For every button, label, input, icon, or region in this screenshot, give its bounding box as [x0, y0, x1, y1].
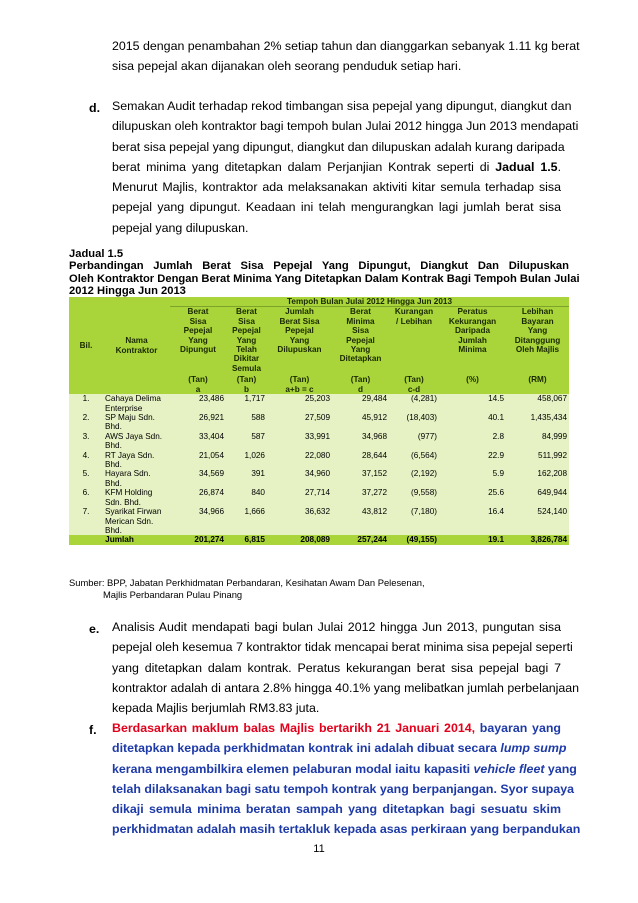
- para-f-line: [112, 718, 561, 738]
- table-reference: Jadual 1.5: [495, 159, 558, 174]
- row-value-a: 34,966: [170, 507, 226, 535]
- para-d-line: pepejal yang dilupuskan.: [112, 220, 249, 235]
- row-value-d: 45,912: [332, 413, 389, 432]
- row-value-b: 1,666: [226, 507, 267, 535]
- table-row: [69, 488, 569, 507]
- para-e-line: pepejal oleh kesemua 7 kontraktor tidak mencapai berat minima sisa pepejal seperti: [112, 640, 573, 655]
- table-total-row: [69, 535, 569, 544]
- row-value-b: 1,717: [226, 394, 267, 413]
- row-value-c: 22,080: [267, 451, 332, 470]
- para-d-text: berat minima yang ditetapkan dalam Perjanjian Kontrak seperti di: [112, 159, 496, 174]
- para-e: [112, 617, 580, 718]
- total-label: Jumlah: [69, 535, 170, 544]
- table-caption: [69, 248, 580, 298]
- col-header-code: b: [226, 385, 267, 394]
- row-value-cd: (6,564): [389, 451, 439, 470]
- period-header: Tempoh Bulan Julai 2012 Hingga Jun 2013: [170, 297, 569, 307]
- col-header-nama: Nama Kontraktor: [103, 297, 170, 394]
- row-value-cd: (977): [389, 432, 439, 451]
- row-contractor: Syarikat Firwan Merican Sdn. Bhd.: [103, 507, 170, 535]
- col-header-unit: (RM): [506, 375, 569, 384]
- row-value-a: 21,054: [170, 451, 226, 470]
- row-bil: 4.: [69, 451, 103, 470]
- table-title-line: Oleh Kontraktor Dengan Berat Minima Yang Ditetapkan Dalam Kontrak Bagi Tempoh Bulan Julai: [69, 272, 580, 285]
- total-cd: (49,155): [389, 535, 439, 544]
- row-value-pct: 22.9: [439, 451, 506, 470]
- row-value-b: 1,026: [226, 451, 267, 470]
- para-f-text: bayaran yang: [475, 721, 561, 735]
- para-f-text: ditetapkan kepada perkhidmatan kontrak ini adalah dibuat secara: [112, 741, 501, 756]
- col-header-title: Berat Sisa Pepejal Yang Dipungut: [170, 307, 226, 376]
- col-header-unit: (Tan): [226, 375, 267, 384]
- para-f-line: telah dilaksanakan bagi satu tempoh kontrak yang berpanjangan. Syor supaya: [112, 781, 575, 796]
- row-value-rm: 511,992: [506, 451, 569, 470]
- row-bil: 1.: [69, 394, 103, 413]
- table-label: Jadual 1.5: [69, 248, 124, 260]
- col-header-code: [506, 385, 569, 394]
- row-value-pct: 2.8: [439, 432, 506, 451]
- col-header-title: Lebihan Bayaran Yang Ditanggung Oleh Majlis: [506, 307, 569, 376]
- row-contractor: AWS Jaya Sdn. Bhd.: [103, 432, 170, 451]
- row-value-rm: 458,067: [506, 394, 569, 413]
- row-value-b: 840: [226, 488, 267, 507]
- table-row: [69, 451, 569, 470]
- col-header-title: Kurangan / Lebihan: [389, 307, 439, 376]
- para-f-text: kerana mengambilkira elemen pelaburan modal iaitu kapasiti: [112, 761, 474, 776]
- para-e-line: kontraktor adalah di antara 2.8% hingga 40.1% yang melibatkan jumlah perbelanjaan: [112, 680, 580, 695]
- source-line: Majlis Perbandaran Pulau Pinang: [103, 589, 243, 600]
- row-value-c: 27,509: [267, 413, 332, 432]
- row-value-rm: 162,208: [506, 469, 569, 488]
- row-contractor: KFM Holding Sdn. Bhd.: [103, 488, 170, 507]
- row-bil: 6.: [69, 488, 103, 507]
- total-c: 208,089: [267, 535, 332, 544]
- col-header-unit: (Tan): [170, 375, 226, 384]
- row-value-c: 25,203: [267, 394, 332, 413]
- row-contractor: Cahaya Delima Enterprise: [103, 394, 170, 413]
- intro-line: sisa pepejal akan dijanakan oleh seorang penduduk setiap hari.: [112, 59, 462, 74]
- para-d-line: Semakan Audit terhadap rekod timbangan sisa pepejal yang dipungut, diangkut dan: [112, 99, 572, 113]
- row-bil: 7.: [69, 507, 103, 535]
- row-value-pct: 25.6: [439, 488, 506, 507]
- para-f-line: [112, 738, 567, 758]
- para-d-line: [112, 157, 561, 177]
- row-bil: 5.: [69, 469, 103, 488]
- para-e-line: kepada Majlis berjumlah RM3.83 juta.: [112, 701, 320, 716]
- intro-paragraph: [112, 36, 580, 77]
- col-header-title: Berat Sisa Pepejal Yang Telah Dikitar Semula: [226, 307, 267, 376]
- para-e-letter: e.: [89, 622, 100, 636]
- row-value-cd: (7,180): [389, 507, 439, 535]
- table-row: [69, 469, 569, 488]
- row-value-b: 391: [226, 469, 267, 488]
- total-d: 257,244: [332, 535, 389, 544]
- row-contractor: Hayara Sdn. Bhd.: [103, 469, 170, 488]
- para-f-term: lump sump: [500, 741, 567, 756]
- row-value-pct: 40.1: [439, 413, 506, 432]
- row-value-a: 34,569: [170, 469, 226, 488]
- row-value-d: 37,152: [332, 469, 389, 488]
- table-source: [69, 577, 425, 601]
- para-d-line: dilupuskan oleh kontraktor bagi tempoh bulan Julai 2012 hingga Jun 2013 mendapati: [112, 119, 579, 134]
- row-value-d: 28,644: [332, 451, 389, 470]
- para-d-line: berat sisa pepejal yang dipungut, diangkut dan dilupuskan adalah kurang daripada: [112, 139, 565, 154]
- row-value-c: 36,632: [267, 507, 332, 535]
- table-row: [69, 432, 569, 451]
- col-header-title: Berat Minima Sisa Pepejal Yang Ditetapkan: [332, 307, 389, 376]
- comparison-table: [69, 297, 569, 545]
- col-header-code: a+b = c: [267, 385, 332, 394]
- col-header-unit: (Tan): [389, 375, 439, 384]
- col-header-unit: (%): [439, 375, 506, 384]
- row-contractor: SP Maju Sdn. Bhd.: [103, 413, 170, 432]
- row-value-cd: (4,281): [389, 394, 439, 413]
- col-header-title: Peratus Kekurangan Daripada Jumlah Minima: [439, 307, 506, 376]
- row-value-cd: (18,403): [389, 413, 439, 432]
- para-f-line: perkhidmatan adalah masih tertakluk kepada asas perkiraan yang berpandukan: [112, 822, 581, 837]
- para-f-line: [112, 759, 577, 779]
- row-bil: 3.: [69, 432, 103, 451]
- row-value-c: 33,991: [267, 432, 332, 451]
- row-value-cd: (9,558): [389, 488, 439, 507]
- row-bil: 2.: [69, 413, 103, 432]
- col-header-unit: (Tan): [267, 375, 332, 384]
- row-value-a: 23,486: [170, 394, 226, 413]
- row-value-rm: 84,999: [506, 432, 569, 451]
- row-value-d: 37,272: [332, 488, 389, 507]
- para-f-letter: f.: [89, 723, 97, 737]
- col-header-code: c-d: [389, 385, 439, 394]
- table-row: [69, 413, 569, 432]
- row-value-b: 587: [226, 432, 267, 451]
- row-value-a: 33,404: [170, 432, 226, 451]
- col-header-bil: Bil.: [69, 297, 103, 394]
- para-d-line: Menurut Majlis, kontraktor ada melaksanakan aktiviti kitar semula terhadap sisa: [112, 180, 561, 195]
- source-line: Sumber: BPP, Jabatan Perkhidmatan Perbandaran, Kesihatan Awam Dan Pelesenan,: [69, 577, 425, 588]
- row-value-pct: 16.4: [439, 507, 506, 535]
- para-d: [112, 96, 579, 238]
- total-pct: 19.1: [439, 535, 506, 544]
- row-value-cd: (2,192): [389, 469, 439, 488]
- row-value-rm: 649,944: [506, 488, 569, 507]
- row-contractor: RT Jaya Sdn. Bhd.: [103, 451, 170, 470]
- row-value-a: 26,921: [170, 413, 226, 432]
- row-value-pct: 5.9: [439, 469, 506, 488]
- row-value-d: 29,484: [332, 394, 389, 413]
- row-value-rm: 1,435,434: [506, 413, 569, 432]
- para-e-line: Analisis Audit mendapati bagi bulan Julai 2012 hingga Jun 2013, pungutan sisa: [112, 620, 561, 634]
- total-rm: 3,826,784: [506, 535, 569, 544]
- row-value-d: 34,968: [332, 432, 389, 451]
- para-f-term: vehicle fleet: [473, 761, 545, 776]
- row-value-pct: 14.5: [439, 394, 506, 413]
- total-b: 6,815: [226, 535, 267, 544]
- para-d-letter: d.: [89, 101, 101, 115]
- col-header-code: a: [170, 385, 226, 394]
- row-value-a: 26,874: [170, 488, 226, 507]
- para-f-line: dikaji semula minima beratan sampah yang ditetapkan bagi sesuatu skim: [112, 802, 561, 817]
- row-value-d: 43,812: [332, 507, 389, 535]
- total-a: 201,274: [170, 535, 226, 544]
- para-e-line: yang ditetapkan dalam kontrak. Peratus kekurangan berat sisa pepejal bagi 7: [112, 660, 561, 675]
- para-d-text: .: [557, 159, 562, 174]
- table-title-line: 2012 Hingga Jun 2013: [69, 285, 186, 298]
- row-value-c: 27,714: [267, 488, 332, 507]
- table-header-row: [69, 297, 569, 307]
- table-row: [69, 507, 569, 535]
- para-d-line: pepejal yang dipungut. Keadaan ini telah mengurangkan lagi jumlah berat sisa: [112, 200, 561, 215]
- col-header-title: Jumlah Berat Sisa Pepejal Yang Dilupuskan: [267, 307, 332, 376]
- para-f: [112, 718, 581, 840]
- para-f-response: Berdasarkan maklum balas Majlis bertarikh 21 Januari 2014,: [112, 721, 476, 735]
- para-f-text: yang: [544, 761, 577, 776]
- row-value-b: 588: [226, 413, 267, 432]
- row-value-c: 34,960: [267, 469, 332, 488]
- table-row: [69, 394, 569, 413]
- table-title-line: Perbandingan Jumlah Berat Sisa Pepejal Yang Dipungut, Diangkut Dan Dilupuskan: [69, 260, 569, 273]
- col-header-unit: (Tan): [332, 375, 389, 384]
- intro-line: 2015 dengan penambahan 2% setiap tahun dan dianggarkan sebanyak 1.11 kg berat: [112, 39, 580, 53]
- col-header-code: d: [332, 385, 389, 394]
- table-body: [69, 394, 569, 535]
- row-value-rm: 524,140: [506, 507, 569, 535]
- page-number: 11: [313, 843, 325, 855]
- col-header-code: [439, 385, 506, 394]
